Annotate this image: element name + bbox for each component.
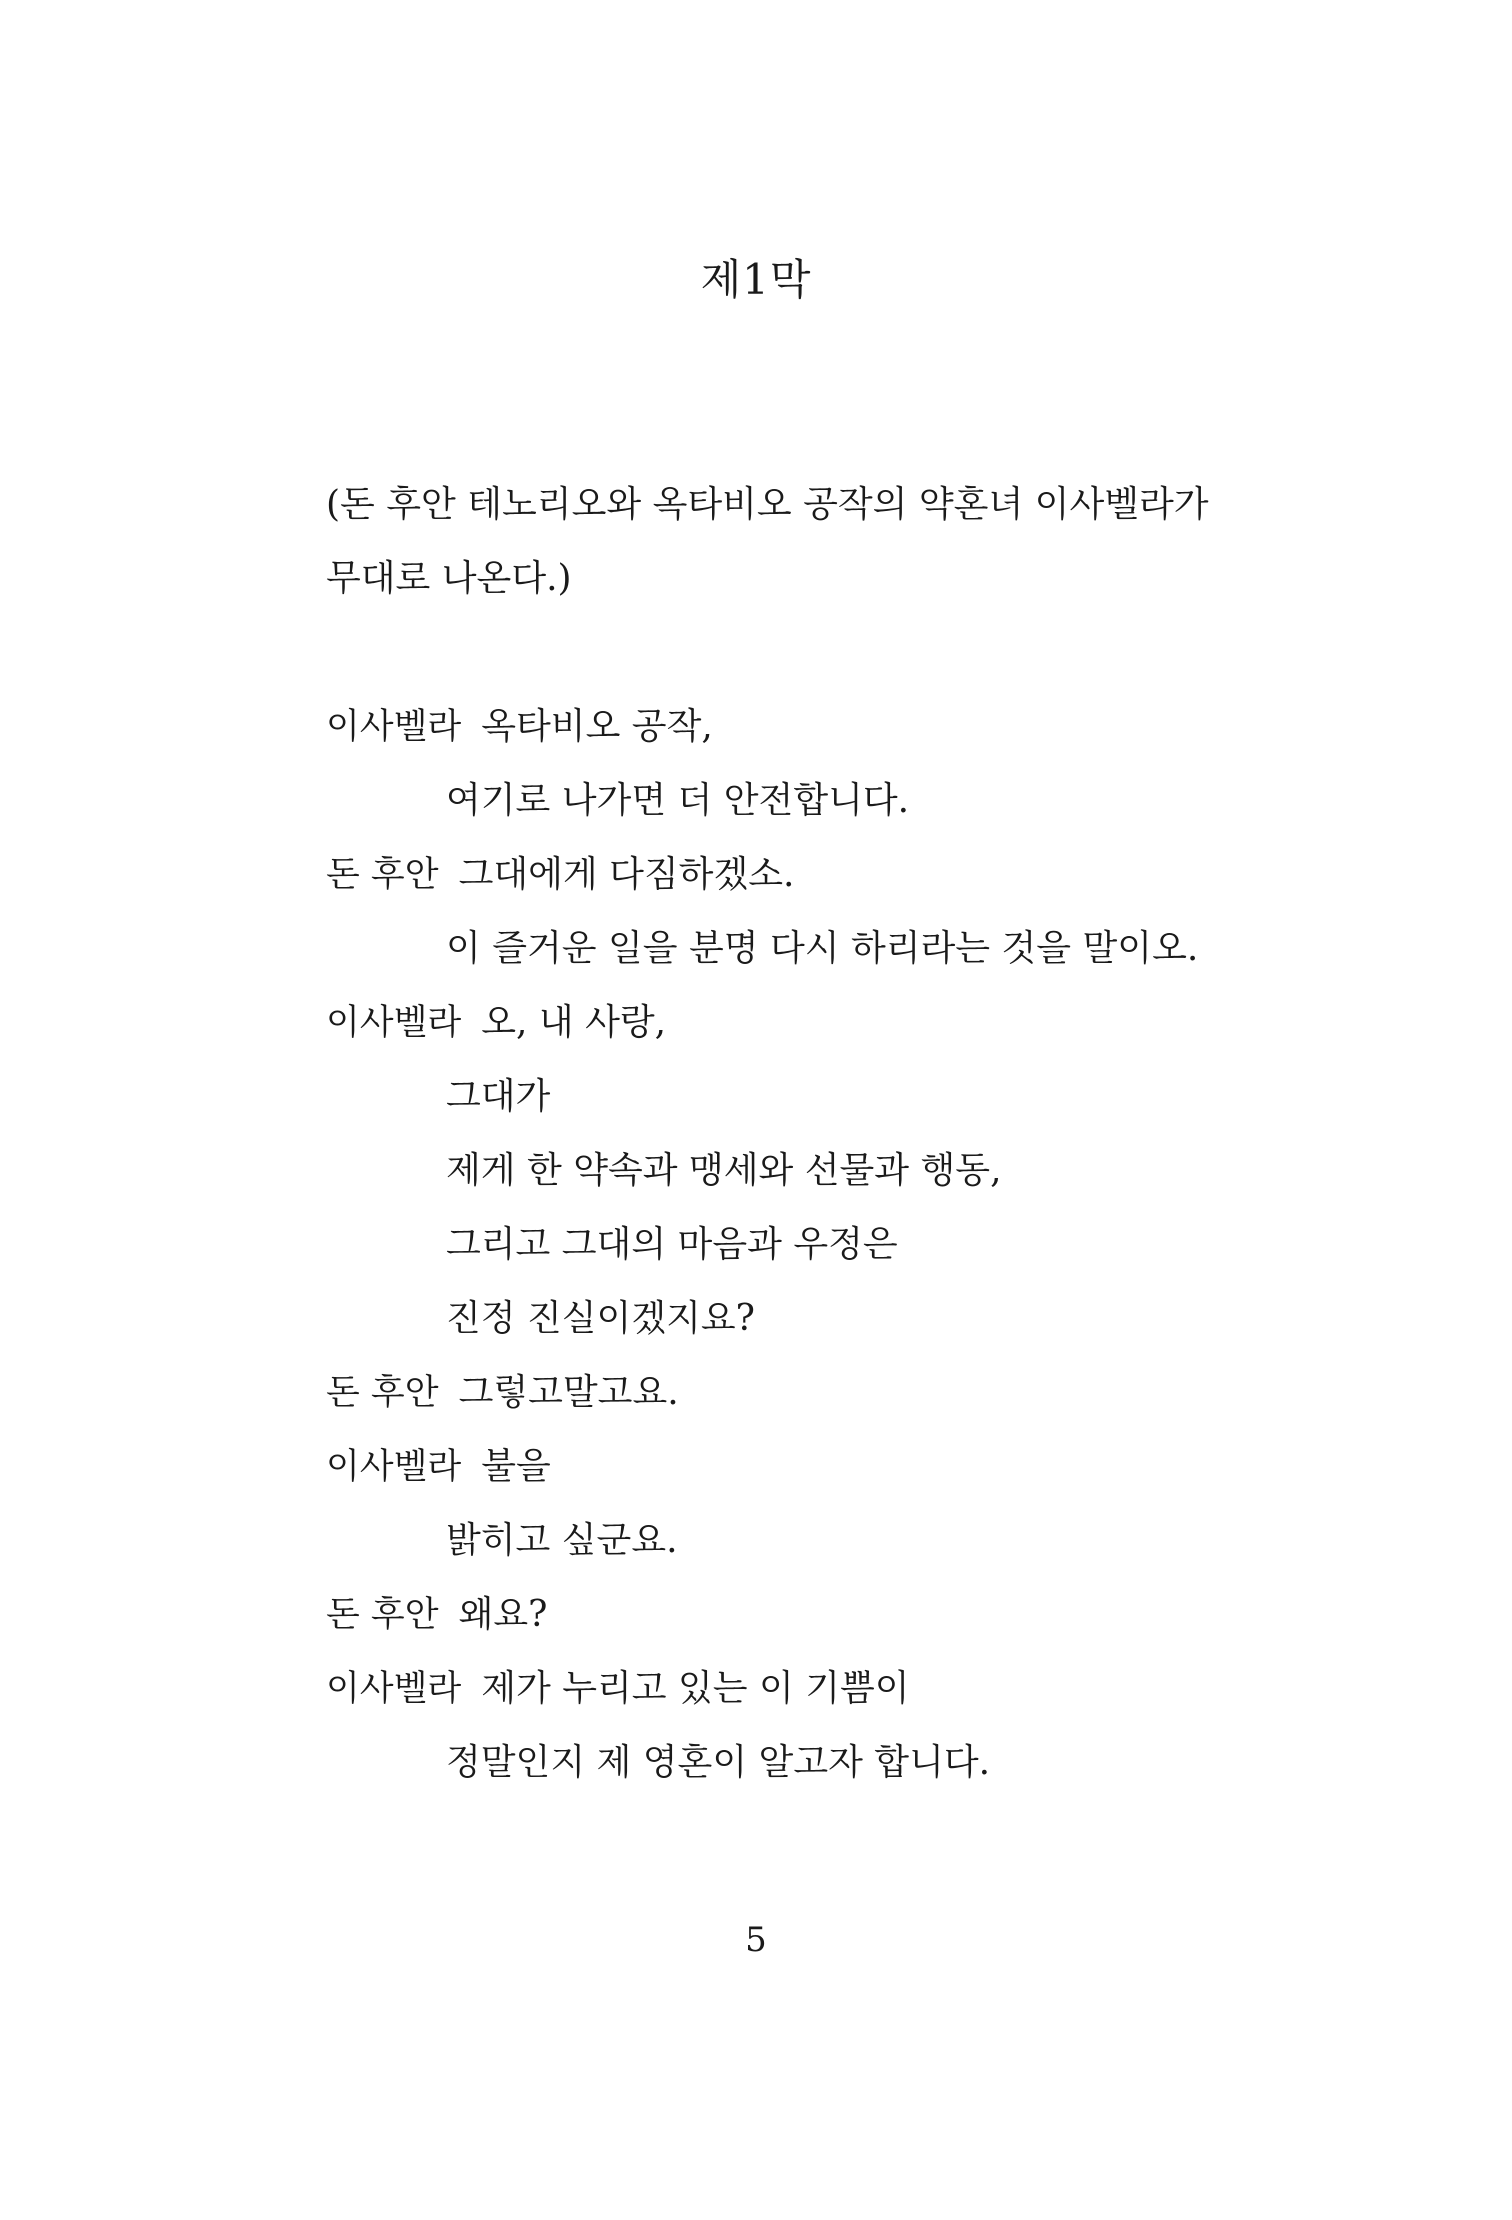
speaker-name: 돈 후안 bbox=[326, 1373, 439, 1413]
stage-direction bbox=[326, 468, 1266, 616]
dialogue-continuation bbox=[326, 1504, 1326, 1578]
speech-text: 진정 진실이겠지요? bbox=[446, 1298, 755, 1339]
stage-direction-line: 무대로 나온다.) bbox=[326, 558, 572, 599]
dialogue-line bbox=[326, 1578, 1326, 1652]
dialogue-continuation bbox=[326, 1726, 1326, 1800]
speaker-name: 이사벨라 bbox=[326, 1447, 462, 1487]
speech-text: 제게 한 약속과 맹세와 선물과 행동, bbox=[446, 1150, 1002, 1191]
dialogue-continuation bbox=[326, 1208, 1326, 1282]
dialogue-continuation bbox=[326, 764, 1326, 838]
dialogue-line bbox=[326, 838, 1326, 912]
speech-text: 왜요? bbox=[458, 1594, 548, 1635]
speech-text: 그렇고말고요. bbox=[458, 1372, 679, 1413]
stage-direction-line: (돈 후안 테노리오와 옥타비오 공작의 약혼녀 이사벨라가 bbox=[326, 484, 1209, 525]
dialogue-line bbox=[326, 986, 1326, 1060]
speech-text: 불을 bbox=[481, 1446, 551, 1487]
dialogue-line bbox=[326, 1356, 1326, 1430]
speech-text: 밝히고 싶군요. bbox=[446, 1520, 678, 1561]
page-title: 제1막 bbox=[700, 255, 812, 304]
speech-text: 정말인지 제 영혼이 알고자 합니다. bbox=[446, 1742, 991, 1783]
speech-text: 오, 내 사랑, bbox=[481, 1002, 667, 1043]
speaker-name: 이사벨라 bbox=[326, 707, 462, 747]
speech-text: 이 즐거운 일을 분명 다시 하리라는 것을 말이오. bbox=[446, 928, 1199, 969]
dialogue-line bbox=[326, 1652, 1326, 1726]
speech-text: 여기로 나가면 더 안전합니다. bbox=[446, 780, 910, 821]
dialogue-line bbox=[326, 690, 1326, 764]
dialogue-continuation bbox=[326, 912, 1326, 986]
dialogue-continuation bbox=[326, 1282, 1326, 1356]
speech-text: 그대에게 다짐하겠소. bbox=[458, 854, 795, 895]
dialogue-line bbox=[326, 1430, 1326, 1504]
dialogue-block bbox=[326, 690, 1326, 1800]
dialogue-continuation bbox=[326, 1060, 1326, 1134]
speech-text: 그리고 그대의 마음과 우정은 bbox=[446, 1224, 898, 1265]
speech-text: 그대가 bbox=[446, 1076, 551, 1117]
speaker-name: 이사벨라 bbox=[326, 1003, 462, 1043]
dialogue-continuation bbox=[326, 1134, 1326, 1208]
page-number: 5 bbox=[745, 1920, 767, 1960]
speaker-name: 돈 후안 bbox=[326, 1595, 439, 1635]
speech-text: 제가 누리고 있는 이 기쁨이 bbox=[481, 1668, 910, 1709]
speaker-name: 이사벨라 bbox=[326, 1669, 462, 1709]
speaker-name: 돈 후안 bbox=[326, 855, 439, 895]
speech-text: 옥타비오 공작, bbox=[481, 706, 713, 747]
